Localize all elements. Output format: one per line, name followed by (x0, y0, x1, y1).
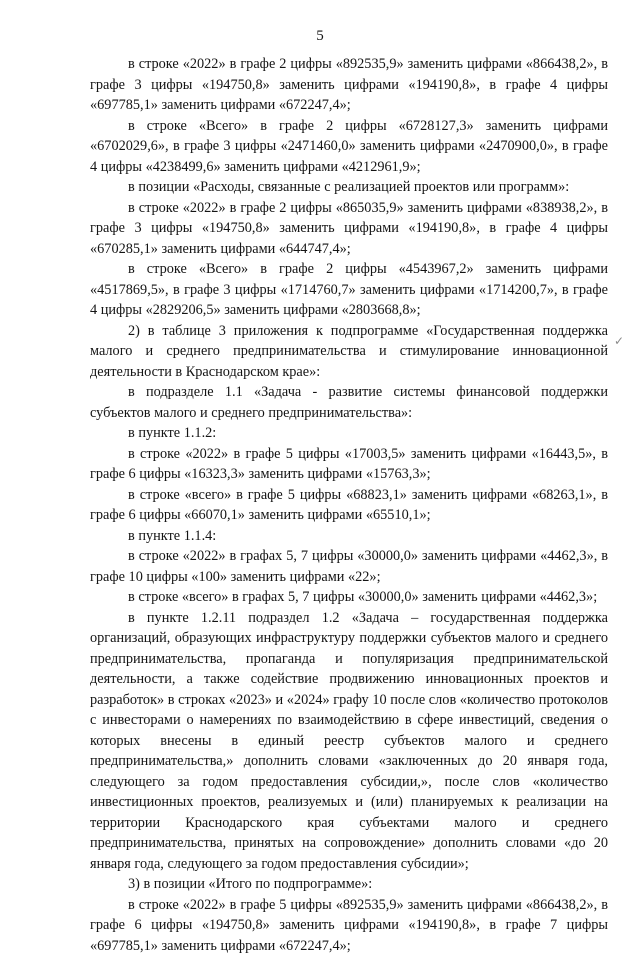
paragraph-16: в строке «2022» в графе 5 цифры «892535,9» заменить цифрами «866438,2», в графе 6 цифры «194750,8» заменить цифрами «194190,8», в графе 7 цифры «697785,1» заменить цифрами «672247,4»; (90, 895, 608, 956)
paragraph-14: в пункте 1.2.11 подраздел 1.2 «Задача – государственная поддержка организаций, образующих инфраструктуру поддержки субъектов малого и среднего предпринимательства, пропаганда и популяризация предпринимательской деятельности, а также содействие продвижению инновационных проектов и разработок» в строках «2023» и «2024» графу 10 после слов «количество протоколов с инвесторами о намерениях по взаимодействию в сфере инвестиций, сведения о которых внесены в единый реестр субъектов малого и среднего предпринимательства,» дополнить словами «заключенных до 20 января года, следующего за годом предоставления субсидии,», после слов «количество инвестиционных проектов, реализуемых и (или) планируемых к реализации на территории Краснодарского края субъектами малого и среднего предпринимательства, принятых на сопровождение» дополнить словами «до 20 января года, следующего за годом предоставления субсидии»; (90, 608, 608, 875)
paragraph-15: 3) в позиции «Итого по подпрограмме»: (90, 874, 608, 895)
paragraph-11: в пункте 1.1.4: (90, 526, 608, 547)
document-body (90, 54, 608, 956)
page-number: 5 (0, 28, 640, 45)
paragraph-1: в строке «2022» в графе 2 цифры «892535,9» заменить цифрами «866438,2», в графе 3 цифры «194750,8» заменить цифрами «194190,8», в графе 4 цифры «697785,1» заменить цифрами «672247,4»; (90, 54, 608, 116)
paragraph-8: в пункте 1.1.2: (90, 423, 608, 444)
paragraph-5: в строке «Всего» в графе 2 цифры «4543967,2» заменить цифрами «4517869,5», в графе 3 цифры «1714760,7» заменить цифрами «1714200,7», в графе 4 цифры «2829206,5» заменить цифрами «2803668,8»; (90, 259, 608, 321)
paragraph-9: в строке «2022» в графе 5 цифры «17003,5» заменить цифрами «16443,5», в графе 6 цифры «16323,3» заменить цифрами «15763,3»; (90, 444, 608, 485)
paragraph-6: 2) в таблице 3 приложения к подпрограмме «Государственная поддержка малого и среднего предпринимательства и стимулирование инновационной деятельности в Краснодарском крае»: (90, 321, 608, 383)
paragraph-12: в строке «2022» в графах 5, 7 цифры «30000,0» заменить цифрами «4462,3», в графе 10 цифры «100» заменить цифрами «22»; (90, 546, 608, 587)
paragraph-3: в позиции «Расходы, связанные с реализацией проектов или программ»: (90, 177, 608, 198)
paragraph-2: в строке «Всего» в графе 2 цифры «6728127,3» заменить цифрами «6702029,6», в графе 3 цифры «2471460,0» заменить цифрами «2470900,0», в графе 4 цифры «4238499,6» заменить цифрами «4212961,9»; (90, 116, 608, 178)
paragraph-4: в строке «2022» в графе 2 цифры «865035,9» заменить цифрами «838938,2», в графе 3 цифры «194750,8» заменить цифрами «194190,8», в графе 4 цифры «670285,1» заменить цифрами «644747,4»; (90, 198, 608, 260)
paragraph-7: в подразделе 1.1 «Задача - развитие системы финансовой поддержки субъектов малого и среднего предпринимательства»: (90, 382, 608, 423)
paragraph-13: в строке «всего» в графах 5, 7 цифры «30000,0» заменить цифрами «4462,3»; (90, 587, 608, 608)
margin-tick-mark: ✓ (614, 334, 624, 349)
paragraph-10: в строке «всего» в графе 5 цифры «68823,1» заменить цифрами «68263,1», в графе 6 цифры «66070,1» заменить цифрами «65510,1»; (90, 485, 608, 526)
